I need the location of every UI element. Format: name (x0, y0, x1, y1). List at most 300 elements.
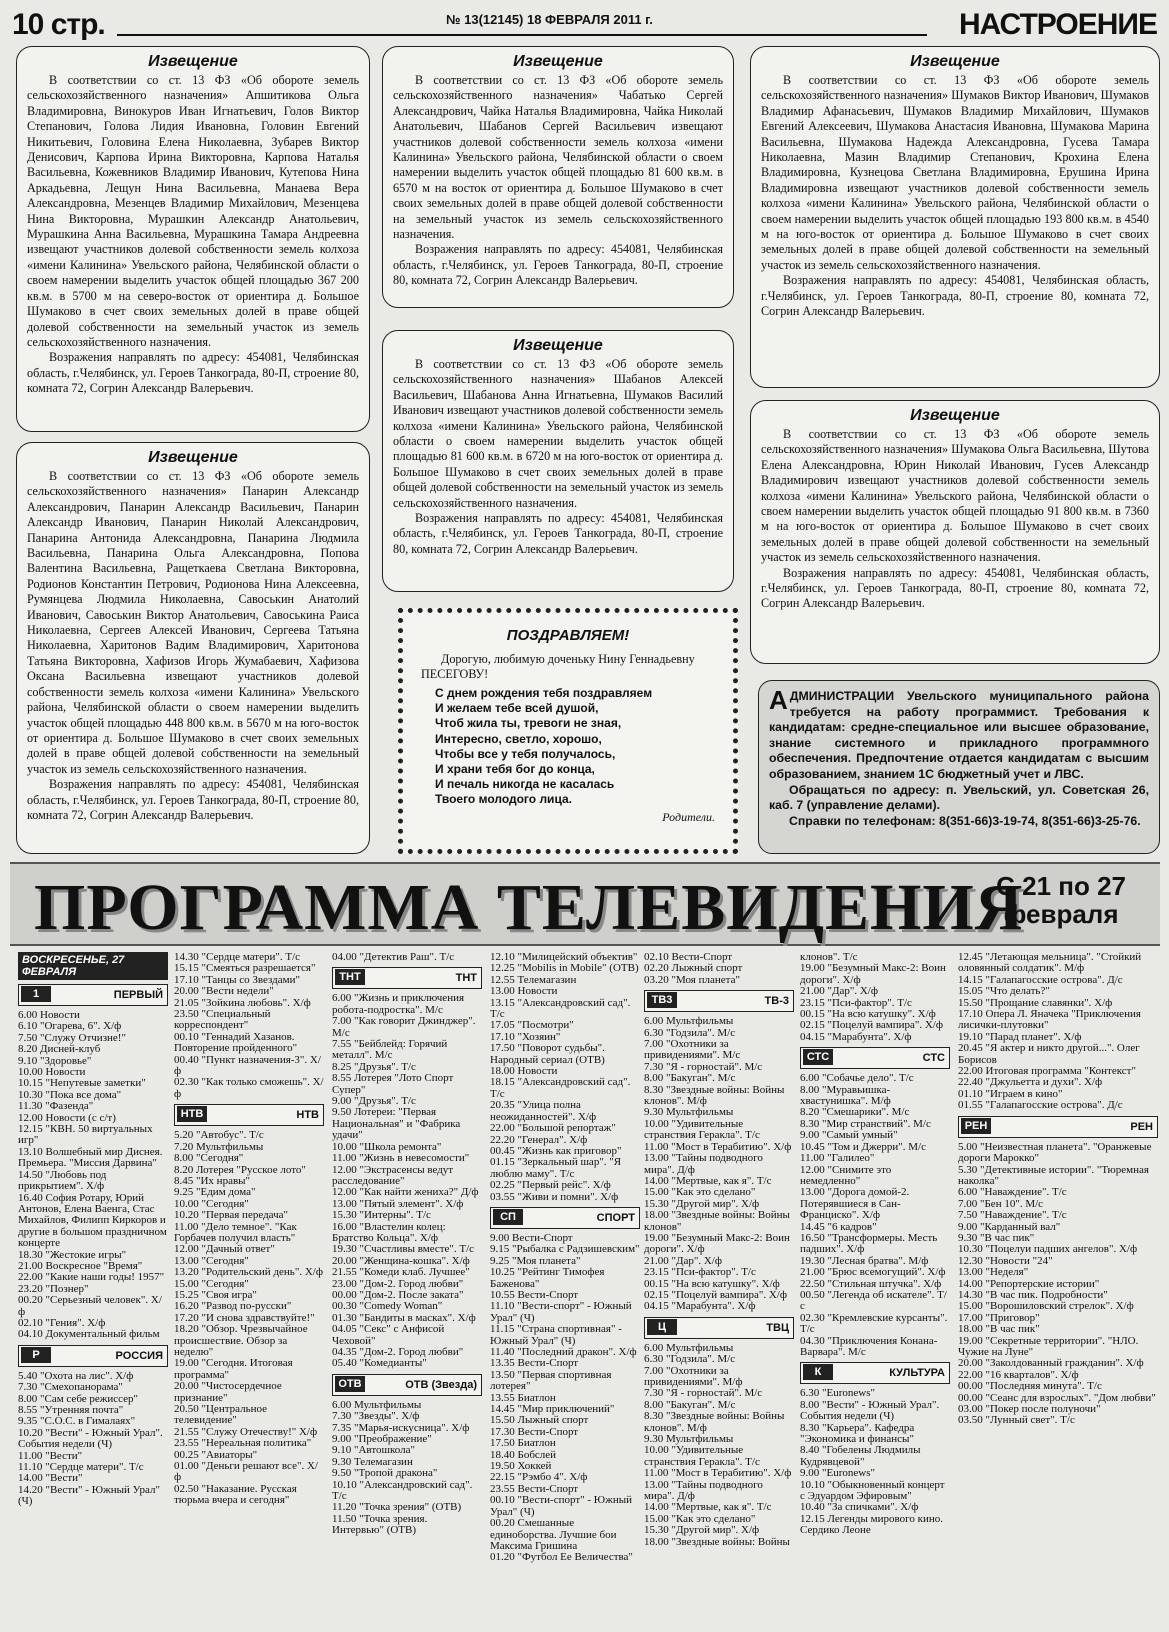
tv-column-2 (174, 952, 324, 1626)
program-entry: 8.30 "Звездные войны: Войны клонов". М/ф (644, 1410, 785, 1434)
program-entry: 02.15 "Поцелуй вампира". Х/ф (644, 1288, 787, 1301)
program-list (644, 1016, 794, 1313)
program-entry: 8.40 "Гобелены Людмилы Кудрявцевой" (800, 1444, 921, 1468)
notice-reply: Возражения направлять по адресу: 454081, Челябинская область, г.Челябинск, ул. Героев Танкограда, 80-П, строение 80, комната 72, Согрин Александр Валерьевич. (27, 350, 359, 396)
program-entry: 04.15 "Марабунта". Х/ф (644, 1300, 756, 1313)
program-entry: 15.50 "Прощание славянки". Х/ф (958, 996, 1113, 1009)
notice-reply: Возражения направлять по адресу: 454081, Челябинская область, г.Челябинск, ул. Героев Танкограда, 80-П, строение 80, комната 72, Согрин Александр Валерьевич. (27, 777, 359, 822)
program-entry: 18.40 Бобслей (490, 1448, 557, 1461)
tv-date-range: С 21 по 27 (996, 871, 1126, 901)
tv-dates (996, 872, 1126, 928)
poem-line: Твоего молодого лица. (435, 792, 572, 807)
program-entry: 23.50 "Специальный корреспондент" (174, 1008, 271, 1032)
program-entry: 03.20 "Моя планета" (644, 973, 740, 986)
program-entry: 11.15 "Страна спортивная" - Южный Урал" (Ч) (490, 1323, 622, 1347)
program-entry: 19.30 "Лесная братва". М/ф (800, 1254, 929, 1267)
channel-name: ПЕРВЫЙ (113, 989, 163, 1001)
program-entry: 02.10 Вести-Спорт (644, 952, 733, 963)
program-entry: 7.30 "Смехопанорама" (18, 1381, 123, 1394)
program-entry: 10.00 "Школа ремонта" (332, 1140, 442, 1153)
program-entry: 9.25 "Моя планета" (490, 1254, 581, 1267)
sts-logo-icon: СТС (803, 1049, 833, 1065)
program-entry: 8.00 "Сегодня" (174, 1152, 244, 1165)
program-entry: 22.00 "Какие наши годы! 1957" (18, 1271, 165, 1284)
program-entry: 10.10 "Обыкновенный концерт с Эдуардом Эфировым" (800, 1478, 945, 1503)
channel-header (800, 1047, 950, 1069)
program-entry: 14.15 "Галапагосские острова". Д/с (958, 973, 1123, 986)
program-entry: 6.00 "Собачье дело". Т/с (800, 1072, 914, 1085)
otv-logo-icon: ОТВ (335, 1376, 365, 1392)
notice-2 (16, 442, 370, 854)
tv-title: ПРОГРАММА ТЕЛЕВИДЕНИЯ (34, 871, 1024, 944)
notice-title: Извещение (910, 407, 1000, 424)
program-entry: 04.10 Документальный фильм (18, 1328, 160, 1341)
program-entry: 11.50 "Точка зрения. Интервью" (ОТВ) (332, 1512, 428, 1537)
channel-header (332, 967, 482, 989)
poem-line: И печаль никогда не касалась (435, 777, 615, 792)
issue-info: № 13(12145) 18 ФЕВРАЛЯ 2011 г. (442, 12, 657, 27)
job-ad (758, 680, 1160, 854)
day-header: ВОСКРЕСЕНЬЕ, 27 ФЕВРАЛЯ (18, 952, 168, 980)
program-entry: 5.00 "Неизвестная планета". "Оранжевые дороги Марокко" (958, 1140, 1152, 1165)
program-entry: 00.15 "На всю катушку". Х/ф (644, 1277, 780, 1290)
program-entry: 9.00 "Euronews" (800, 1467, 875, 1480)
program-entry: 17.05 "Посмотри" (490, 1019, 574, 1032)
program-entry: 21.05 "Зойкина любовь". Х/ф (174, 996, 311, 1009)
channel-header (644, 990, 794, 1012)
program-entry: 01.10 "Играем в кино" (958, 1087, 1063, 1100)
program-entry: 6.00 Мультфильмы (644, 1015, 734, 1028)
program-entry: 8.00 "Бакуган". М/с (644, 1398, 736, 1411)
tv-column-5 (644, 952, 794, 1626)
program-entry: 19.30 "Счастливы вместе". Т/с (332, 1243, 475, 1256)
program-list (18, 1010, 168, 1341)
program-entry: 20.00 "Вести недели" (174, 985, 274, 998)
program-entry: 14.45 "Мир приключений" (490, 1403, 615, 1416)
program-entry: 22.50 "Стильная штучка". Х/ф (800, 1277, 942, 1290)
program-entry: 7.30 "Я - горностай". М/с (644, 1387, 763, 1400)
program-entry: 9.00 "Преображение" (332, 1433, 432, 1446)
program-entry: 12.25 "Mobilis in Mobile" (ОТВ) (490, 962, 639, 975)
tvc-logo-icon: Ц (647, 1319, 677, 1335)
program-entry: 10.30 "Пока все дома" (18, 1088, 122, 1101)
program-entry: 12.15 "КВН. 50 виртуальных игр" (18, 1123, 153, 1147)
program-list (958, 1142, 1158, 1427)
program-entry: 00.15 "На всю катушку". Х/ф (800, 1008, 936, 1021)
notice-title: Извещение (148, 53, 238, 70)
program-entry: 5.20 "Автобус". Т/с (174, 1129, 264, 1142)
tv-column-3 (332, 952, 482, 1626)
drop-cap: А (769, 685, 788, 715)
notice-body: В соответствии со ст. 13 ФЗ «Об обороте земель сельскохозяйственного назначения» Шабанов Алексей Васильевич, Шабанова Анна Игнатьевна, Шумаков Василий Иванович извещают участников долевой собственности земель колхоза «имени Калинина» Увельского района, Челябинской области о своем намерении выделить участок общей площадью 81 600 кв.м. в 6720 м на юго-восток от ориентира д. Большое Шумаково в счет своих земельных долей в праве общей долевой собственности на земельный участок из земель сельскохозяйственного назначения. (393, 357, 723, 510)
program-list (332, 993, 482, 1369)
program-entry: 10.00 Новости (18, 1066, 86, 1079)
channel-header (332, 1374, 482, 1396)
program-entry: 18.15 "Александровский сад". Т/с (490, 1076, 631, 1100)
program-entry: 17.00 "Приговор" (958, 1311, 1040, 1324)
program-entry: 18.00 "Звездные войны: Войны клонов" (644, 1209, 790, 1233)
ntv-logo-icon: НТВ (177, 1106, 207, 1122)
program-entry: 10.20 "Первая передача" (174, 1209, 289, 1222)
program-entry: 18.00 "В час пик" (958, 1323, 1040, 1336)
program-entry: 01.15 "Зеркальный шар". "Я люблю маму". Т/с (490, 1156, 622, 1180)
program-entry: 7.00 "Бен 10". М/с (958, 1197, 1044, 1210)
program-entry: 20.00 "Чистосердечное признание" (174, 1380, 282, 1404)
program-entry: 00.20 Смешанные единоборства. Лучшие бои Максима Гришина (490, 1517, 617, 1552)
kultura-logo-icon: К (803, 1364, 833, 1380)
program-entry: 6.30 "Годзила". М/с (644, 1026, 736, 1039)
program-entry: 19.00 "Безумный Макс-2: Воин дороги". Х/ф (800, 962, 946, 986)
tv-column-6 (800, 952, 950, 1626)
program-entry: 9.00 Вести-Спорт (490, 1231, 573, 1244)
program-entry: 19.10 "Парад планет". Х/ф (958, 1030, 1082, 1043)
channel-name: ТНТ (455, 972, 477, 985)
congratulation-title: ПОЗДРАВЛЯЕМ! (506, 627, 630, 644)
program-entry: 04.00 "Детектив Раш". Т/с (332, 952, 455, 963)
program-entry: 23.55 "Нереальная политика" (174, 1437, 312, 1450)
tv3-logo-icon: ТВ3 (647, 992, 677, 1008)
program-entry: 00.45 "Жизнь как приговор" (490, 1144, 622, 1157)
program-entry: 03.50 "Лунный свет". Т/с (958, 1414, 1075, 1427)
program-entry: 8.20 Лотерея "Русское лото" (174, 1163, 306, 1176)
program-entry: 14.00 "Вести" (18, 1472, 83, 1485)
program-entry: 9.00 "Карданный вал" (958, 1220, 1061, 1233)
program-entry: 21.00 Воскресное "Время" (18, 1259, 143, 1272)
tv-column-4 (490, 952, 640, 1626)
program-entry: 19.00 "Секретные территории". "НЛО. Чужие на Луне" (958, 1334, 1139, 1358)
program-entry: 00.30 "Comedy Woman" (332, 1300, 443, 1313)
program-entry: 8.00 "Вести" - Южный Урал". События недели (Ч) (800, 1398, 940, 1423)
program-entry: 8.00 "Муравьишка-хвастунишка". М/ф (800, 1083, 891, 1108)
program-entry: 11.10 "Вести-спорт" - Южный Урал" (Ч) (490, 1300, 632, 1324)
program-entry: 15.30 "Интерны". Т/с (332, 1209, 431, 1222)
program-entry: 17.30 Вести-Спорт (490, 1425, 579, 1438)
page-number: 10 стр. (12, 8, 105, 41)
program-entry: 10.55 Вести-Спорт (490, 1288, 579, 1301)
program-entry: 13.00 "Дорога домой-2. Потерявшиеся в Сан-Франциско". Х/ф (800, 1186, 910, 1222)
program-entry: 18.20 "Обзор. Чрезвычайное происшествие. Обзор за неделю" (174, 1323, 308, 1358)
program-entry: 19.00 "Безумный Макс-2: Воин дороги". Х/ф (644, 1231, 790, 1256)
program-entry: 11.20 "Точка зрения" (ОТВ) (332, 1501, 462, 1514)
program-entry: 17.10 "Хозяин" (490, 1030, 561, 1043)
program-entry: клонов". Т/с (800, 952, 858, 963)
ad-text: ДМИНИСТРАЦИИ Увельского муниципального района требуется на работу программист. Требования к кандидатам: средне-специальное или высшее образование, знание системного и прикладного программного обеспечения. Предпочтение отдается кандидатам с высшим образованием, знанием 1С бюджетный учет и ЛВС. (769, 689, 1149, 781)
ad-phone: Справки по телефонам: 8(351-66)3-19-74, 8(351-66)3-25-76. (789, 813, 1141, 828)
tv-column-1 (18, 952, 168, 1626)
program-entry: 12.15 Легенды мирового кино. Сердико Леоне (800, 1512, 943, 1537)
program-entry: 01.00 "Деньги решают все". Х/ф (174, 1460, 318, 1484)
notice-5 (750, 46, 1160, 388)
program-entry: 8.20 Дисней-клуб (18, 1043, 101, 1056)
notice-title: Извещение (513, 53, 603, 70)
program-entry: 11.10 "Сердце матери". Т/с (18, 1461, 144, 1474)
program-entry: 17.20 "И снова здравствуйте!" (174, 1311, 315, 1324)
program-entry: 16.20 "Развод по-русски" (174, 1300, 292, 1313)
tv-banner (10, 862, 1160, 946)
program-entry: 00.20 "Серьезный человек". Х/ф (18, 1294, 162, 1318)
program-entry: 11.00 "Дело темное". "Как Горбачев получил власть" (174, 1220, 297, 1244)
program-entry: 8.00 "Сам себе режиссер" (18, 1392, 139, 1405)
program-entry: 10.00 "Удивительные странствия Геракла". Т/с (644, 1117, 760, 1142)
program-entry: 13.00 "Тайны подводного мира". Д/ф (644, 1478, 763, 1503)
notice-reply: Возражения направлять по адресу: 454081, Челябинская область, г.Челябинск, ул. Героев Танкограда, 80-П, строение 80, комната 72, Согрин Александр Валерьевич. (393, 511, 723, 556)
channel-name: КУЛЬТУРА (889, 1367, 945, 1380)
notice-body: В соответствии со ст. 13 ФЗ «Об обороте земель сельскохозяйственного назначения» Апшитикова Ольга Владимировна, Винокуров Иван Игнатьевич, Голов Виктор Степанович, Голова Лидия Ивановна, Головин Евгений Никитьевич, Головина Елена Николаевна, Зубарев Виктор Денисович, Карпова Ирина Викторовна, Карпова Наталья Васильевна, Кожевников Владимир Иванович, Кутепова Нина Аркадьевна, Лещун Нина Васильевна, Манаева Вера Александровна, Мезенцев Владимир Михайлович, Мезенцева Нина Викторовна, Мурашкин Александр Анатольевич, Мурашкина Анна Васильевна, Мурашкина Тамара Андреевна извещают участников долевой собственности земель колхоза «имени Калинина» Увельского района, Челябинской области о своем намерении выделить участок общей площадью 367 200 кв.м. в 5700 м на северо-восток от ориентира д. Большое Шумаково в счет своих земельных долей в праве общей долевой собственности на земельный участок из земель сельскохозяйственного назначения. (27, 73, 359, 349)
program-entry: 04.15 "Марабунта". Х/ф (800, 1030, 912, 1043)
program-entry: 15.30 "Другой мир". Х/ф (644, 1197, 760, 1210)
program-entry: 04.35 "Дом-2. Город любви" (332, 1346, 464, 1358)
program-entry: 13.20 "Родительский день". Х/ф (174, 1266, 323, 1279)
program-entry: 15.00 "Сегодня" (174, 1277, 249, 1290)
program-entry: 7.35 "Марья-искусница". Х/ф (332, 1421, 470, 1434)
program-entry: 11.00 "Вести" (18, 1449, 83, 1462)
notice-body: В соответствии со ст. 13 ФЗ «Об обороте земель сельскохозяйственного назначения» Шумакова Ольга Васильевна, Шутова Елена Александровна, Юрин Николай Иванович, Гусев Александр Владимирович извещают участников долевой собственности земель колхоза «имени Калинина» Увельского района, Челябинской области о своем намерении выделить участок общей площадью 91 800 кв.м. в 7360 м на юго-восток от ориентира д. Большое Шумаково в счет своих земельных долей в праве общей долевой собственности на земельный участок из земель сельскохозяйственного назначения. (761, 427, 1149, 565)
channel-name: РЕН (1130, 1120, 1153, 1133)
program-entry: 12.55 Телемагазин (490, 973, 577, 986)
program-entry: 14.20 "Вести" - Южный Урал" (Ч) (18, 1483, 160, 1508)
program-entry: 15.00 "Как это сделано" (644, 1186, 756, 1199)
program-entry: 10.20 "Вести" - Южный Урал". События недели (Ч) (18, 1426, 163, 1451)
program-entry: 7.00 "Как говорит Джинджер". М/с (332, 1015, 476, 1039)
program-entry: 8.45 "Их нравы" (174, 1174, 251, 1187)
channel-header (18, 984, 168, 1006)
program-entry: 05.40 "Комедианты" (332, 1357, 427, 1370)
program-entry: 13.00 "Сегодня" (174, 1254, 249, 1267)
program-entry: 22.20 "Генерал". Х/ф (490, 1133, 588, 1146)
program-entry: 12.00 "Экстрасенсы ведут расследование" (332, 1163, 454, 1187)
program-entry: 10.15 "Непутевые заметки" (18, 1077, 146, 1090)
program-entry: 13.15 "Александровский сад". Т/с (490, 996, 631, 1021)
notice-body: В соответствии со ст. 13 ФЗ «Об обороте земель сельскохозяйственного назначения» Шумаков Виктор Иванович, Шумаков Владимир Афанасьевич, Шумаков Владимир Михайлович, Шумаков Евгений Алексеевич, Шумакова Анастасия Ивановна, Шумакова Марина Васильевна, Шумакова Надежда Александровна, Гусева Тамара Николаевна, Мазин Владимир Степанович, Крохина Елена Владимировна, Кузнецова Светлана Владимировна, Ерушина Ирина Владимировна извещают участников долевой собственности земель колхоза «имени Калинина» Увельского района, Челябинской области о своем намерении выделить участок общей площадью 193 800 кв.м. в 4540 м на юго-восток от ориентира д. Большое Шумаково в счет своих земельных долей в праве общей долевой собственности на земельный участок из земель сельскохозяйственного назначения. (761, 73, 1149, 272)
program-entry: 6.10 "Огарева, 6". Х/ф (18, 1020, 122, 1033)
program-entry: 10.30 "Поцелуи падших ангелов". Х/ф (958, 1243, 1138, 1256)
program-entry: 20.00 "Женщина-кошка". Х/ф (332, 1254, 470, 1267)
program-entry: 12.30 "Новости "24" (958, 1254, 1053, 1267)
channel-header (174, 1104, 324, 1126)
program-entry: 00.00 "Сеанс для взрослых". "Дом любви" (958, 1391, 1156, 1404)
program-entry: 15.30 "Другой мир". Х/ф (644, 1524, 760, 1537)
notice-body: В соответствии со ст. 13 ФЗ «Об обороте земель сельскохозяйственного назначения» Панарин Александр Александрович, Панарин Александр Васильевич, Панарин Александр Иванович, Панарин Николай Александрович, Панарина Антонида Александровна, Панарина Людмила Васильевна, Панарина Ольга Александровна, Попова Валентина Васильевна, Ращеткаева Светлана Викторовна, Родионов Константин Петрович, Родионова Нина Алексеевна, Румянцева Людмила Николаевна, Савоськин Анатолий Иванович, Савоськин Виктор Анатольевич, Савоськина Раиса Николаевна, Сергеев Алексей Иванович, Сергеева Татьяна Николаевна, Харитонов Вадим Владимирович, Харитонова Татьяна Викторовна, Хафизов Игорь Жумабаевич, Хафизова Оксана Васильевна извещают участников долевой собственности земель колхоза «имени Калинина» Увельского района, Челябинской области о своем намерении выделить участок общей площадью 448 800 кв.м. в 5670 м на юго-восток от ориентира д. Большое Шумаково в счет своих земельных долей в праве общей долевой собственности на земельный участок из земель сельскохозяйственного назначения. (27, 469, 359, 776)
program-entry: 23.00 "Дом-2. Город любви" (332, 1277, 464, 1290)
notice-3 (382, 46, 734, 308)
program-entry: 8.00 "Бакуган". М/с (644, 1072, 736, 1085)
program-entry: 14.00 "Репортерские истории" (958, 1277, 1100, 1290)
section-title: НАСТРОЕНИЕ (958, 8, 1157, 41)
program-entry: 17.50 Биатлон (490, 1437, 556, 1450)
program-entry: 9.30 Мультфильмы (644, 1433, 734, 1446)
program-entry: 21.55 "Комеди клаб. Лучшее" (332, 1266, 470, 1279)
program-entry: 9.15 "Рыбалка с Радзишевским" (490, 1243, 640, 1256)
program-entry: 15.25 "Своя игра" (174, 1288, 257, 1301)
program-entry: 18.00 Новости (490, 1065, 558, 1078)
program-entry: 04.30 "Приключения Конана-Варвара". М/с (800, 1334, 938, 1358)
tnt-logo-icon: ТНТ (335, 969, 365, 985)
program-entry: 7.55 "Бейблейд: Горячий металл". М/с (332, 1038, 448, 1062)
poem-line: Чтоб жила ты, тревоги не зная, (435, 716, 622, 731)
program-entry: 9.30 Мультфильмы (644, 1106, 734, 1119)
program-entry: 22.00 "16 кварталов". Х/ф (958, 1368, 1079, 1381)
program-entry: 16.40 София Ротару, Юрий Антонов, Елена Ваенга, Стас Михайлов, Филипп Киркоров и другие в большом праздничном концерте (18, 1191, 167, 1250)
program-entry: 15.50 Лыжный спорт (490, 1414, 589, 1427)
program-entry: 22.40 "Джульетта и духи". Х/ф (958, 1076, 1103, 1089)
program-entry: 03.55 "Живи и помни". Х/ф (490, 1190, 619, 1203)
program-entry: 01.55 "Галапагосские острова". Д/с (958, 1099, 1123, 1112)
program-entry: 13.00 "Неделя" (958, 1266, 1029, 1279)
program-entry: 9.50 Лотереи: "Первая Национальная" и "Фабрика удачи" (332, 1106, 461, 1142)
program-entry: 00.00 "Дом-2. После заката" (332, 1288, 464, 1301)
program-entry: 7.20 Мультфильмы (174, 1140, 264, 1153)
channel-header (644, 1317, 794, 1339)
program-entry: 10.00 "Удивительные странствия Геракла". Т/с (644, 1444, 760, 1468)
program-entry: 11.00 "Галилео" (800, 1152, 875, 1165)
program-list (800, 1388, 950, 1536)
poem-line: С днем рождения тебя поздравляем (435, 686, 653, 700)
program-list (490, 952, 640, 1203)
program-entry: 14.00 "Мертвые, как я". Т/с (644, 1501, 772, 1514)
program-list (490, 1233, 640, 1564)
program-entry: 02.15 "Поцелуй вампира". Х/ф (800, 1019, 943, 1032)
poem-line: И храни тебя бог до конца, (435, 762, 595, 777)
channel-header (800, 1362, 950, 1384)
program-entry: 8.55 "Утренняя почта" (18, 1404, 124, 1416)
program-entry: 9.00 "Друзья". Т/с (332, 1095, 416, 1108)
program-entry: 7.00 "Охотники за привидениями". М/с (644, 1038, 741, 1062)
program-entry: 01.30 "Бандиты в масках". Х/ф (332, 1311, 476, 1324)
program-entry: 21.55 "Служу Отечеству!" Х/ф (174, 1425, 318, 1438)
program-entry: 13.10 Волшебный мир Диснея. Премьера. "Миссия Дарвина" (18, 1145, 163, 1170)
congratulation-signature: Родители. (662, 809, 715, 824)
congratulation-poem (435, 686, 715, 808)
program-entry: 00.40 "Пункт назначения-3". Х/ф (174, 1053, 321, 1078)
program-entry: 6.30 "Euronews" (800, 1387, 875, 1400)
program-entry: 21.00 "Дар". Х/ф (800, 985, 878, 998)
program-entry: 14.00 "Мертвые, как я". Т/с (644, 1174, 772, 1187)
notice-4 (382, 330, 734, 592)
program-entry: 00.10 "Геннадий Хазанов. Повторение пройденного" (174, 1030, 298, 1055)
ren-logo-icon: РЕН (961, 1118, 991, 1134)
program-entry: 03.00 "Покер после полуночи" (958, 1403, 1101, 1416)
program-entry: 14.50 "Любовь под прикрытием". Х/ф (18, 1168, 107, 1193)
program-entry: 01.20 "Футбол Ее Величества" (490, 1551, 633, 1564)
program-entry: 17.50 "Поворот судьбы". Народный сериал (ОТВ) (490, 1042, 605, 1066)
program-entry: 02.30 "Как только сможешь". Х/ф (174, 1076, 324, 1100)
program-entry: 20.00 "Заколдованный гражданин". Х/ф (958, 1357, 1144, 1370)
program-entry: 23.20 "Познер" (18, 1282, 89, 1295)
program-entry: 6.00 Мультфильмы (332, 1398, 422, 1411)
program-entry: 04.05 "Секс" с Анфисой Чеховой" (332, 1323, 445, 1347)
program-entry: 00.10 "Вести-спорт" - Южный Урал" (Ч) (490, 1494, 633, 1518)
program-entry: 23.55 Вести-Спорт (490, 1482, 579, 1495)
notice-6 (750, 400, 1160, 664)
sport-logo-icon: СП (493, 1209, 523, 1225)
program-entry: 17.10 Опера Л. Яначека "Приключения лисички-плутовки" (958, 1008, 1141, 1032)
program-entry: 5.30 "Детективные истории". "Тюремная наколка" (958, 1163, 1149, 1187)
notice-reply: Возражения направлять по адресу: 454081, Челябинская область, г.Челябинск, ул. Героев Танкограда, 80-П, строение 80, комната 72, Согрин Александр Валерьевич. (761, 565, 1149, 611)
notice-body: В соответствии со ст. 13 ФЗ «Об обороте земель сельскохозяйственного назначения» Чабатько Сергей Александрович, Чайка Наталья Владимировна, Чайка Николай Анатольевич, Шабанов Сергей Васильевич извещают участников долевой собственности земель колхоза «имени Калинина» Увельского района, Челябинской области о своем намерении выделить участок общей площадью 81 600 кв.м. в 6570 м на восток от ориентира д. Большое Шумаково в счет своих земельных долей в праве общей долевой собственности на земельный участок из земель сельскохозяйственного назначения. (393, 73, 723, 242)
program-entry: 15.15 "Смеяться разрешается" (174, 962, 316, 975)
program-entry: 6.30 "Годзила". М/с (644, 1353, 736, 1366)
program-entry: 8.20 "Смешарики". М/с (800, 1106, 910, 1119)
program-entry: 18.30 "Жестокие игры" (18, 1248, 127, 1261)
channel-name: НТВ (296, 1109, 319, 1122)
program-entry: 02.30 "Кремлевские курсанты". Т/с (800, 1311, 948, 1336)
program-entry: 9.10 "Здоровье" (18, 1054, 92, 1067)
program-entry: 9.35 "С.О.С. в Гималаях" (18, 1415, 136, 1428)
program-entry: 17.10 "Танцы со Звездами" (174, 973, 300, 986)
program-entry: 10.40 "За спичками". Х/ф (800, 1501, 919, 1514)
program-entry: 12.00 "Дачный ответ" (174, 1243, 275, 1256)
program-entry: 8.30 "Звездные войны: Войны клонов". М/ф (644, 1083, 785, 1108)
program-entry: 8.30 "Карьера". Кафедра "Экономика и финансы" (800, 1421, 915, 1446)
program-entry: 12.00 "Как найти женихa?" Д/ф (332, 1186, 479, 1199)
channel-name: СТС (922, 1052, 945, 1065)
program-list (958, 952, 1158, 1112)
notice-reply: Возражения направлять по адресу: 454081, Челябинская область, г.Челябинск, ул. Героев Танкограда, 80-П, строение 80, комната 72, Согрин Александр Валерьевич. (393, 242, 723, 288)
program-entry: 15.05 "Что делать?" (958, 985, 1050, 998)
program-entry: 9.30 "В час пик" (958, 1231, 1035, 1244)
program-entry: 10.10 "Александровский сад". Т/с (332, 1478, 473, 1503)
program-entry: 9.50 "Тропой дракона" (332, 1467, 438, 1480)
program-list (174, 952, 324, 1100)
program-entry: 12.00 Новости (с с/т) (18, 1111, 116, 1124)
program-entry: 20.45 "Я актер и никто другой...". Олег Борисов (958, 1042, 1140, 1066)
tv-column-7 (958, 952, 1158, 1626)
program-list (644, 1343, 794, 1548)
program-entry: 14.45 "6 кадров" (800, 1220, 877, 1233)
program-entry: 22.15 "Рэмбо 4". Х/ф (490, 1471, 588, 1484)
program-entry: 21.00 "Дар". Х/ф (644, 1254, 722, 1267)
program-entry: 8.55 Лотерея "Лото Спорт Супер" (332, 1072, 454, 1096)
program-entry: 11.00 "Мост в Терабитию". Х/ф (644, 1467, 792, 1480)
notice-title: Извещение (513, 337, 603, 354)
program-entry: 11.00 "Жизнь в невесомости" (332, 1152, 470, 1165)
poem-line: И желаем тебе всей душой, (435, 701, 599, 716)
program-list (800, 1073, 950, 1358)
program-entry: 6.00 Новости (18, 1009, 80, 1021)
program-entry: 12.45 "Летающая мельница". "Стойкий оловянный солдатик". М/ф (958, 952, 1142, 975)
program-entry: 13.55 Биатлон (490, 1391, 556, 1404)
program-entry: 02.20 Лыжный спорт (644, 962, 743, 975)
program-entry: 8.25 "Друзья". Т/с (332, 1060, 416, 1073)
program-entry: 12.00 "Снимите это немедленно" (800, 1163, 892, 1187)
program-entry: 15.00 "Как это сделано" (644, 1512, 756, 1525)
program-entry: 7.30 "Я - горностай". М/с (644, 1060, 763, 1073)
program-list (332, 1400, 482, 1537)
russia-logo-icon: Р (21, 1347, 51, 1363)
program-entry: 9.30 Телемагазин (332, 1455, 413, 1468)
program-entry: 13.35 Вести-Спорт (490, 1357, 579, 1370)
program-entry: 10.00 "Сегодня" (174, 1197, 249, 1210)
program-entry: 9.10 "Автошкола" (332, 1444, 415, 1457)
program-entry: 11.40 "Последний дракон". Х/ф (490, 1346, 637, 1358)
channel-name: ТВ-3 (764, 995, 789, 1008)
program-entry: 22.00 Итоговая программа "Контекст" (958, 1065, 1136, 1078)
program-entry: 6.00 "Наваждение". Т/с (958, 1186, 1067, 1199)
header-rule (117, 34, 927, 36)
program-list (800, 952, 950, 1043)
program-entry: 6.00 "Жизнь и приключения робота-подростка". М/с (332, 992, 465, 1016)
program-entry: 00.25 "Авиаторы" (174, 1448, 258, 1461)
channel-name: РОССИЯ (115, 1349, 163, 1362)
program-list (332, 952, 482, 963)
program-entry: 23.15 "Пси-фактор". Т/с (800, 996, 912, 1009)
program-entry: 15.00 "Ворошиловский стрелок". Х/ф (958, 1300, 1134, 1313)
program-entry: 7.50 "Наваждение". Т/с (958, 1209, 1067, 1222)
channel-name: СПОРТ (596, 1211, 635, 1224)
page-header (12, 8, 1157, 44)
program-entry: 12.10 "Милицейский объектив" (490, 952, 638, 963)
program-entry: 14.30 "Сердце матери". Т/с (174, 952, 301, 963)
